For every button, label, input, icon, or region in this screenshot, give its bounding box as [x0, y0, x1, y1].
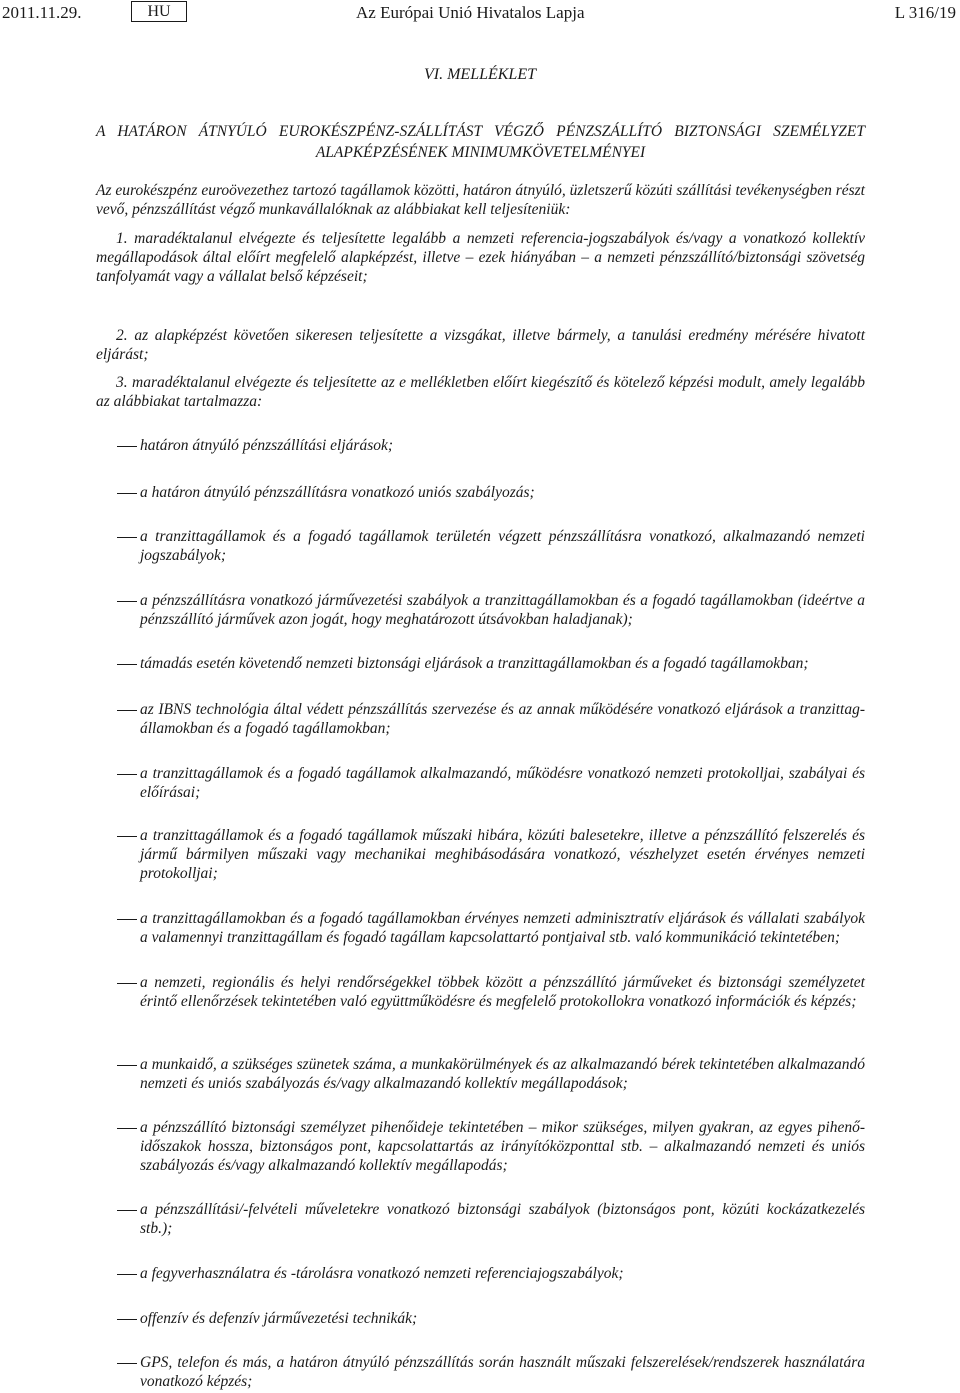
list-item: támadás esetén követendő nemzeti biztonsági eljárások a tranzittagállamokban és a fogadó tagállamokban; [96, 654, 865, 673]
item-number: 2. [116, 327, 128, 344]
item-number: 1. [116, 230, 128, 247]
publication-date: 2011.11.29. [2, 3, 82, 22]
dash-marker [117, 493, 137, 494]
dash-marker [117, 774, 137, 775]
list-item: a pénzszállításra vonatkozó járművezetési szabályok a tranzittagállamokban és a fogadó tagállamokban (ideértve a pénzszállító járművek azon jogát, hogy meghatározott útsávokban haladjanak); [96, 591, 865, 629]
list-item: offenzív és defenzív járművezetési technikák; [96, 1309, 865, 1328]
list-item: GPS, telefon és más, a határon átnyúló pénzszállítás során használt műszaki felszerelések/rendszerek használatára vonatkozó képzés; [96, 1353, 865, 1391]
list-item: a határon átnyúló pénzszállításra vonatkozó uniós szabályozás; [96, 483, 865, 502]
dash-marker [117, 446, 137, 447]
list-item: a tranzittagállamok és a fogadó tagállamok alkalmazandó, működésre vonatkozó nemzeti protokolljai, szabályai és előírásai; [96, 764, 865, 802]
list-item: a pénzszállítási/-felvételi műveletekre vonatkozó biztonsági szabályok (biztonságos pont, közúti kockázatkezelés stb.); [96, 1200, 865, 1238]
dash-marker [117, 919, 137, 920]
annex-heading: VI. MELLÉKLET [423, 66, 536, 83]
document-title: A HATÁRON ÁTNYÚLÓ EUROKÉSZPÉNZ-SZÁLLÍTÁST VÉGZŐ PÉNZSZÁLLÍTÓ BIZTONSÁGI SZEMÉLYZET ALAPKÉPZÉSÉNEK MINIMUMKÖVETELMÉNYEI [96, 123, 865, 161]
dash-marker [117, 601, 137, 602]
list-item: a tranzittagállamok és a fogadó tagállamok területén végzett pénzszállításra vonatkozó, alkalmazandó nemzeti jogszabályok; [96, 527, 865, 565]
dash-marker [117, 710, 137, 711]
dash-marker [117, 664, 137, 665]
list-item: a pénzszállító biztonsági személyzet pihenőideje tekintetében – mikor szükséges, milyen gyakran, az egyes pihenőidőszakok hossza, biztonságos pont, kapcsolattartás az irányítóközponttal stb. – alkalmazandó nemzeti és uniós szabályozás és/vagy alkalmazandó kollektív megállapodás; [96, 1118, 865, 1175]
list-item: határon átnyúló pénzszállítási eljárások; [96, 436, 865, 455]
numbered-item-1 [96, 229, 865, 286]
numbered-item-3 [96, 373, 865, 411]
page-header [0, 0, 960, 30]
dash-marker [117, 537, 137, 538]
numbered-item-text: 2. az alapképzést követően sikeresen teljesítette a vizsgákat, illetve bármely, a tanulási eredmény mérésére hivatott eljárást; [96, 327, 865, 363]
numbered-item-2 [96, 326, 865, 364]
numbered-item-text: 3. maradéktalanul elvégezte és teljesítette az e mellékletben előírt kiegészítő és kötelező képzési modult, amely legalább az alábbiakat tartalmazza: [96, 374, 866, 410]
language-badge: HU [131, 1, 187, 22]
list-item: a fegyverhasználatra és -tárolásra vonatkozó nemzeti referenciajogszabályok; [96, 1264, 865, 1283]
numbered-item-text: 1. maradéktalanul elvégezte és teljesítette legalább a nemzeti referencia-jogszabályok és/vagy a vonatkozó kollektív megállapodások által előírt megfelelő alapképzést, illetve – ezek hiányában – a nemzeti pénzszállító/biztonsági szövetség tanfolyamát vagy a vállalat belső képzéseit; [96, 230, 866, 285]
list-item: a munkaidő, a szükséges szünetek száma, a munkakörülmények és az alkalmazandó bérek tekintetében alkalmazandó nemzeti és uniós szabályozás és/vagy alkalmazandó kollektív megállapodások; [96, 1055, 865, 1093]
dash-marker [117, 1319, 137, 1320]
dash-marker [117, 1274, 137, 1275]
dash-marker [117, 1363, 137, 1364]
journal-title: Az Európai Unió Hivatalos Lapja [356, 3, 585, 22]
dash-marker [117, 836, 137, 837]
list-item: a tranzittagállamokban és a fogadó tagállamokban érvényes nemzeti adminisztratív eljárások és vállalati szabályok a valamennyi tranzittagállam és fogadó tagállam kapcsolattartó pontjaival stb. való kommunikáció tekintetében; [96, 909, 865, 947]
item-number: 3. [116, 374, 128, 391]
page-number: L 316/19 [894, 3, 956, 22]
dash-marker [117, 1210, 137, 1211]
list-item: az IBNS technológia által védett pénzszállítás szervezése és az annak működésére vonatkozó eljárások a tranzittagállamokban és a fogadó tagállamokban; [96, 700, 865, 738]
dash-marker [117, 983, 137, 984]
dash-marker [117, 1065, 137, 1066]
list-item: a nemzeti, regionális és helyi rendőrségekkel többek között a pénzszállító járműveket és biztonsági személyzetet érintő ellenőrzések tekintetében való együttműködésre és megfelelő protokollokra vonatkozó információk és képzés; [96, 973, 865, 1011]
list-item: a tranzittagállamok és a fogadó tagállamok műszaki hibára, közúti balesetekre, illetve a pénzszállító felszerelés és jármű bármilyen műszaki vagy mechanikai meghibásodására vonatkozó, vészhelyzet esetén érvényes nemzeti protokolljai; [96, 826, 865, 883]
dash-marker [117, 1128, 137, 1129]
intro-paragraph: Az eurokészpénz euroövezethez tartozó tagállamok közötti, határon átnyúló, üzletszerű közúti szállítási tevékenységben részt vevő, pénzszállítást végző munkavállalóknak az alábbiakat kell teljesíteniük: [96, 182, 865, 218]
